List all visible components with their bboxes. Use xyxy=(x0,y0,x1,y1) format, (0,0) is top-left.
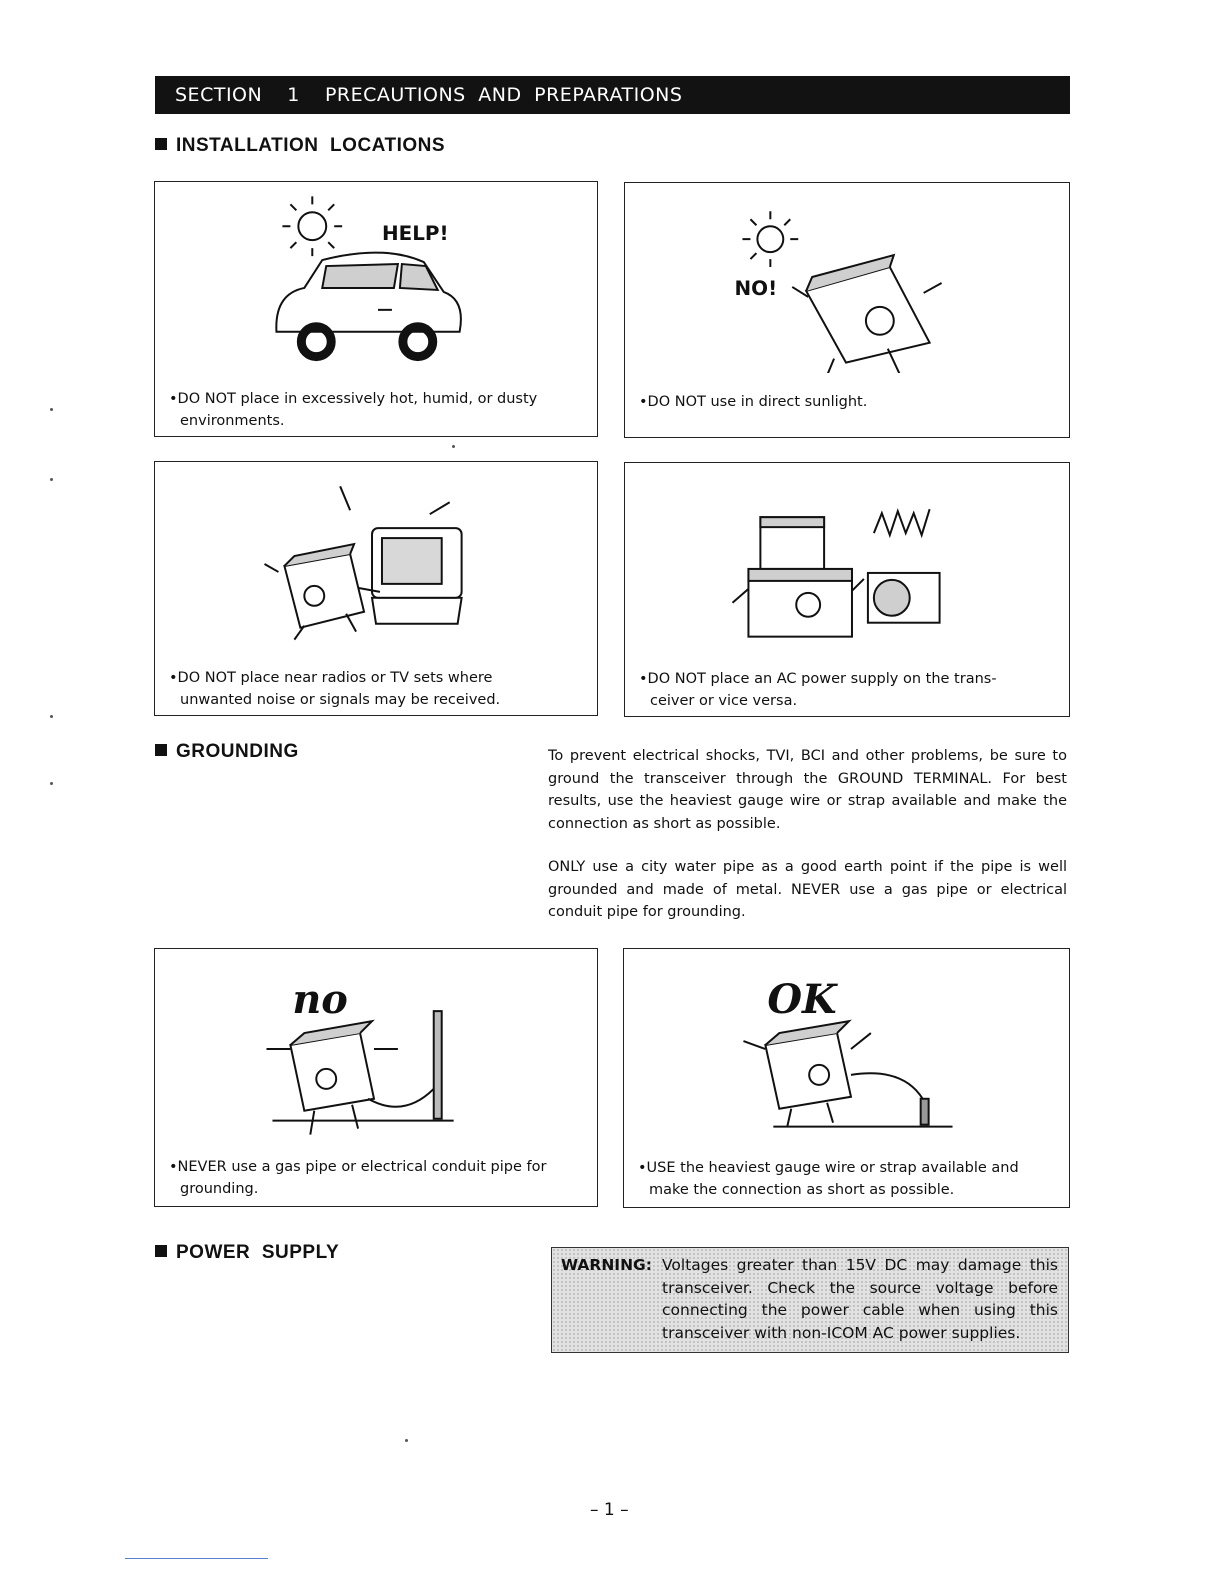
panel-ground-ok xyxy=(623,948,1070,1208)
sunlight-illustration xyxy=(625,183,1069,373)
ok-word: OK xyxy=(767,977,837,1024)
panel-ground-ok-caption: •USE the heaviest gauge wire or strap available and make the connection as short as possible. xyxy=(638,1160,1019,1198)
grounding-paragraph-2: ONLY use a city water pipe as a good earth point if the pipe is well grounded and made of metal. NEVER use a gas pipe or electrical conduit pipe for grounding. xyxy=(548,859,1067,920)
scan-speck xyxy=(50,408,53,411)
panel-tv-noise xyxy=(154,461,598,716)
grounding-heading: GROUNDING xyxy=(155,741,299,763)
panel-ground-no xyxy=(154,948,598,1207)
hot-car-illustration xyxy=(155,182,597,372)
section-title: SECTION 1 PRECAUTIONS AND PREPARATIONS xyxy=(175,84,683,106)
footer-line xyxy=(125,1558,268,1559)
help-word: HELP! xyxy=(381,222,449,246)
warning-text: Voltages greater than 15V DC may damage this transceiver. Check the source voltage before connecting the power cable when using this transceiver with non-ICOM AC power supplies. xyxy=(662,1256,1058,1342)
stacked-supply-illustration xyxy=(625,463,1069,653)
panel-stacked-supply-caption: •DO NOT place an AC power supply on the trans- ceiver or vice versa. xyxy=(639,671,997,709)
panel-sunlight-caption: •DO NOT use in direct sunlight. xyxy=(639,394,868,410)
panel-stacked-supply xyxy=(624,462,1070,717)
heading-square-icon xyxy=(155,1245,167,1257)
panel-sunlight xyxy=(624,182,1070,438)
section-title-bar xyxy=(155,76,1070,114)
warning-label: WARNING: xyxy=(561,1256,652,1274)
panel-hot-car xyxy=(154,181,598,437)
panel-ground-no-caption: •NEVER use a gas pipe or electrical conduit pipe for grounding. xyxy=(169,1159,547,1197)
ground-ok-illustration xyxy=(624,949,1069,1149)
scan-speck xyxy=(452,445,455,448)
warning-box xyxy=(551,1247,1069,1353)
installation-heading: INSTALLATION LOCATIONS xyxy=(155,135,445,157)
heading-square-icon xyxy=(155,138,167,150)
panel-hot-car-caption: •DO NOT place in excessively hot, humid, or dusty environments. xyxy=(169,391,538,429)
scan-speck xyxy=(50,715,53,718)
ground-no-illustration xyxy=(155,949,597,1149)
page-number: – 1 – xyxy=(590,1500,629,1520)
panel-tv-noise-caption: •DO NOT place near radios or TV sets where unwanted noise or signals may be received. xyxy=(169,670,501,708)
scan-speck xyxy=(405,1439,408,1442)
scan-speck xyxy=(50,478,53,481)
tv-noise-illustration xyxy=(155,462,597,652)
no-word: no xyxy=(292,977,348,1024)
scan-speck xyxy=(50,782,53,785)
no-exclaim-word: NO! xyxy=(734,276,778,300)
heading-square-icon xyxy=(155,744,167,756)
power-supply-heading: POWER SUPPLY xyxy=(155,1242,339,1264)
grounding-paragraph-1: To prevent electrical shocks, TVI, BCI and other problems, be sure to ground the transceiver through the GROUND TERMINAL. For best results, use the heaviest gauge wire or strap available and make the connection as short as possible. xyxy=(548,748,1067,832)
